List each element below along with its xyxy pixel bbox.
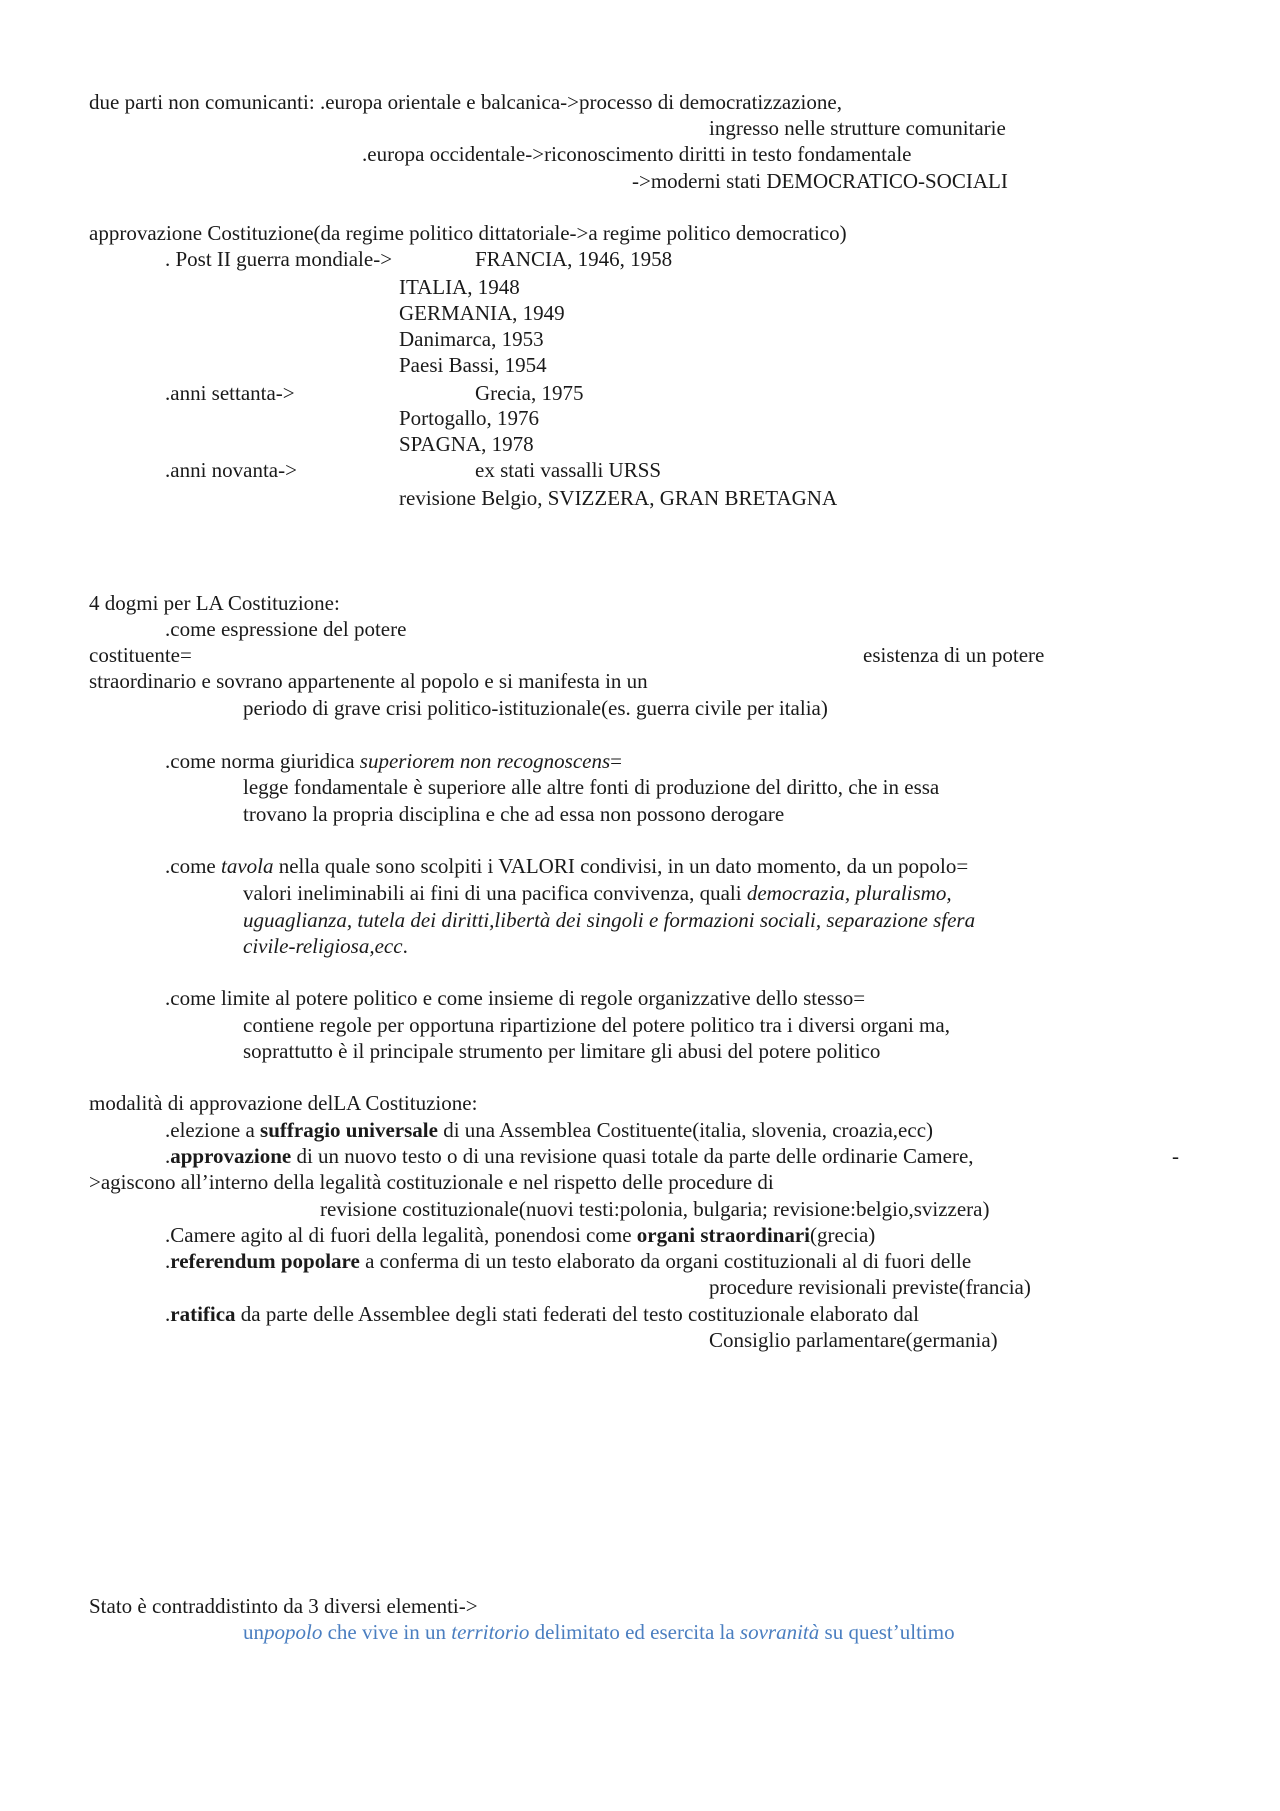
- s4-m2-bold: approvazione: [170, 1144, 292, 1168]
- s1-line1: [89, 89, 842, 115]
- s2-seventies-item: Portogallo, 1976: [399, 406, 539, 430]
- s4-m4-c: a conferma di un testo elaborato da organi costituzionali al di fuori delle: [359, 1249, 972, 1273]
- s3-d2-c: trovano la propria disciplina e che ad essa non possono derogare: [243, 802, 785, 826]
- s5-sovranita: sovranità: [739, 1620, 820, 1644]
- s1-line4: ->moderni stati DEMOCRATICO-SOCIALI: [632, 169, 1008, 193]
- s3-d4-b: contiene regole per opportuna ripartizione del potere politico tra i diversi organi ma,: [243, 1013, 950, 1037]
- s4-m1: [165, 1117, 933, 1143]
- s5-p7: su quest’ultimo: [819, 1620, 955, 1644]
- s4-m4-d: procedure revisionali previste(francia): [709, 1275, 1031, 1299]
- s5-p3: che vive in un: [322, 1620, 452, 1644]
- s3-d3-c: uguaglianza, tutela dei diritti,libertà dei singoli e formazioni sociali, separazione sfera: [243, 908, 976, 932]
- s2-seventies-item: Grecia, 1975: [475, 381, 584, 405]
- s5-p5: delimitato ed esercita la: [529, 1620, 740, 1644]
- s3-heading: 4 dogmi per LA Costituzione:: [89, 591, 340, 615]
- s5-heading: Stato è contraddistinto da 3 diversi elementi->: [89, 1594, 478, 1618]
- s3-d3-b: [243, 880, 952, 906]
- s4-m5-bold: ratifica: [170, 1302, 236, 1326]
- s4-heading: modalità di approvazione delLA Costituzione:: [89, 1091, 478, 1115]
- s3-d1-a: .come espressione del potere: [165, 617, 407, 641]
- s2-postwar-item: GERMANIA, 1949: [399, 301, 565, 325]
- s4-m3-bold: organi straordinari: [636, 1223, 811, 1247]
- s3-d4-c: soprattutto è il principale strumento per limitare gli abusi del potere politico: [243, 1039, 881, 1063]
- s4-m1-a: .elezione a: [165, 1118, 261, 1142]
- s4-m5-c: da parte delle Assemblee degli stati federati del testo costituzionale elaborato dal: [235, 1302, 919, 1326]
- s3-d2-a-end: =: [610, 749, 623, 773]
- s4-m2-dash: -: [1172, 1144, 1179, 1168]
- s4-m2-d: >agiscono all’interno della legalità costituzionale e nel rispetto delle procedure di: [89, 1170, 774, 1194]
- s4-m2-c: di un nuovo testo o di una revisione quasi totale da parte delle ordinarie Camere,: [291, 1144, 974, 1168]
- s3-d3-a2: nella quale sono scolpiti i VALORI condivisi, in un dato momento, da un popolo=: [273, 854, 969, 878]
- s3-d1-d: straordinario e sovrano appartenente al popolo e si manifesta in un: [89, 669, 648, 693]
- s5-elements-line: [243, 1619, 955, 1645]
- s4-m2: [165, 1143, 974, 1169]
- s3-d3-a1: .come: [165, 854, 221, 878]
- s2-heading: approvazione Costituzione(da regime politico dittatoriale->a regime politico democratico): [89, 221, 847, 245]
- s4-m5-a: .: [165, 1302, 171, 1326]
- s3-d1-e: periodo di grave crisi politico-istituzionale(es. guerra civile per italia): [243, 696, 828, 720]
- s3-d3-d-italic: civile-religiosa,ecc: [243, 934, 403, 958]
- s3-d2-b: legge fondamentale è superiore alle altre fonti di produzione del diritto, che in essa: [243, 775, 940, 799]
- s4-m4: [165, 1248, 971, 1274]
- s4-m5: [165, 1301, 919, 1327]
- s2-postwar-item: ITALIA, 1948: [399, 275, 520, 299]
- s3-d3-b1: valori ineliminabili ai fini di una pacifica convivenza, quali: [243, 881, 747, 905]
- s5-territorio: territorio: [451, 1620, 530, 1644]
- s3-d2-a-text: .come norma giuridica: [165, 749, 360, 773]
- s3-d2-a-italic: superiorem non recognoscens: [359, 749, 611, 773]
- s2-seventies-label: .anni settanta->: [165, 381, 295, 405]
- s3-d4-a: .come limite al potere politico e come insieme di regole organizzative dello stesso=: [165, 986, 866, 1010]
- s3-d3-a: [165, 853, 968, 879]
- s4-m1-bold: suffragio universale: [260, 1118, 438, 1142]
- s3-d3-d: [243, 933, 408, 959]
- s2-postwar-item: FRANCIA, 1946, 1958: [475, 247, 673, 271]
- s5-p1: un: [243, 1620, 264, 1644]
- s1-line3: .europa occidentale->riconoscimento diritti in testo fondamentale: [362, 142, 912, 166]
- s3-d3-b-italic: democrazia, pluralismo,: [746, 881, 952, 905]
- s2-nineties-item: ex stati vassalli URSS: [475, 458, 662, 482]
- s1-line2: ingresso nelle strutture comunitarie: [709, 116, 1006, 140]
- s3-d1-c: esistenza di un potere: [863, 643, 1045, 667]
- s4-m3-a: .Camere agito al di fuori della legalità, ponendosi come: [165, 1223, 637, 1247]
- s4-m3: [165, 1222, 875, 1248]
- s2-nineties-label: .anni novanta->: [165, 458, 297, 482]
- s2-postwar-item: Paesi Bassi, 1954: [399, 353, 547, 377]
- s4-m3-c: (grecia): [810, 1223, 876, 1247]
- s4-m4-bold: referendum popolare: [170, 1249, 360, 1273]
- s1-line1-rest: .europa orientale e balcanica->processo di democratizzazione,: [319, 90, 842, 114]
- s4-m4-a: .: [165, 1249, 171, 1273]
- s2-postwar-label: . Post II guerra mondiale->: [165, 247, 393, 271]
- s4-m2-a: .: [165, 1144, 171, 1168]
- s3-d1-b: costituente=: [89, 643, 192, 667]
- s3-d3-a-italic: tavola: [220, 854, 274, 878]
- s5-popolo: popolo: [264, 1620, 323, 1644]
- s2-nineties-item: revisione Belgio, SVIZZERA, GRAN BRETAGNA: [399, 486, 838, 510]
- s4-m5-d: Consiglio parlamentare(germania): [709, 1328, 998, 1352]
- s3-d2-a: [165, 748, 622, 774]
- s4-m1-c: di una Assemblea Costituente(italia, slovenia, croazia,ecc): [437, 1118, 934, 1142]
- s1-line1-lead: due parti non comunicanti:: [89, 90, 315, 114]
- s3-d3-d-end: .: [402, 934, 408, 958]
- s2-seventies-item: SPAGNA, 1978: [399, 432, 534, 456]
- s4-m2-e: revisione costituzionale(nuovi testi:polonia, bulgaria; revisione:belgio,svizzera): [320, 1197, 990, 1221]
- s2-postwar-item: Danimarca, 1953: [399, 327, 544, 351]
